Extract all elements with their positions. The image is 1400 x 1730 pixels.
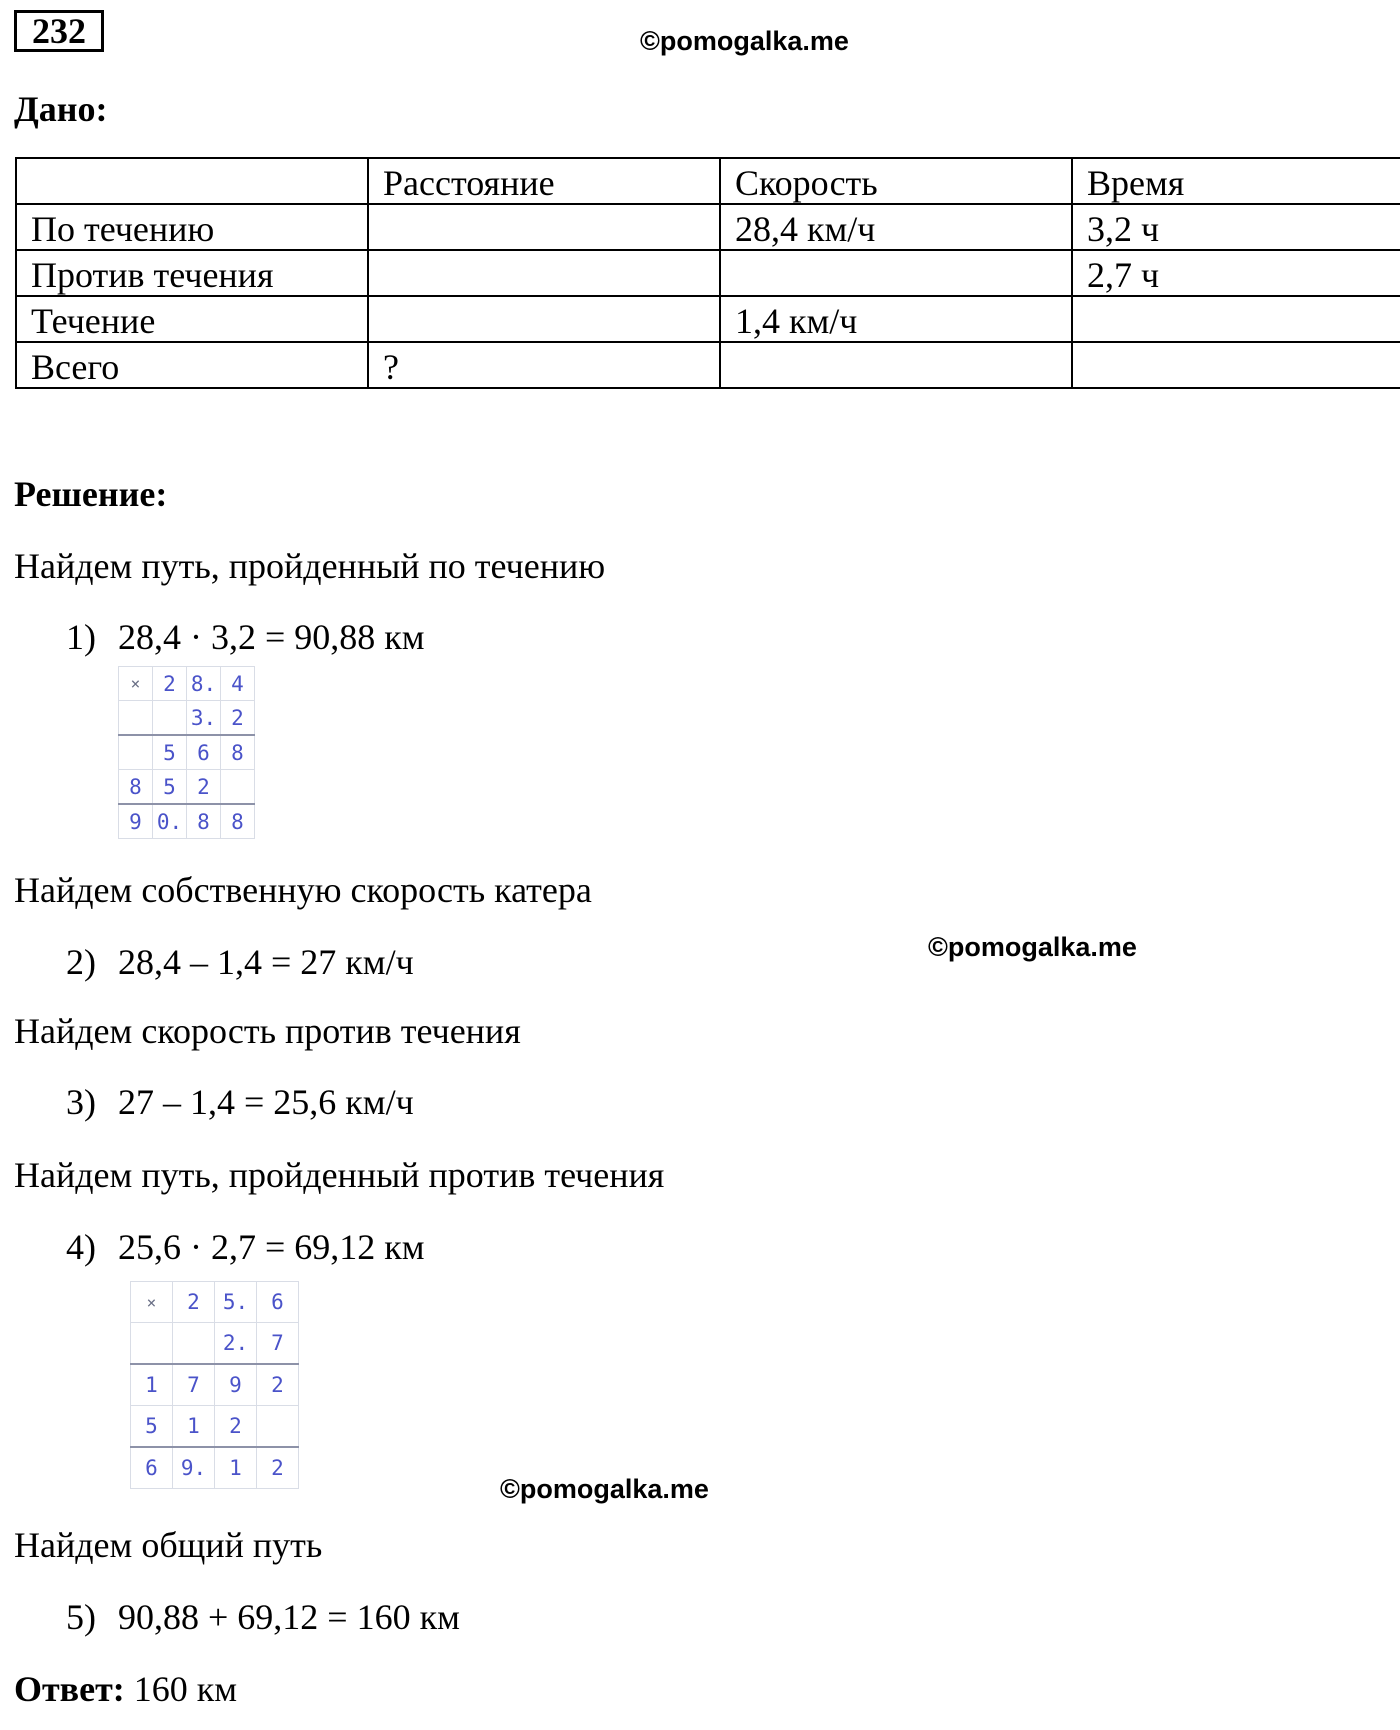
mult-row — [131, 1282, 299, 1323]
table-cell: ? — [368, 342, 720, 388]
step-number: 4) — [66, 1227, 96, 1267]
watermark: ©pomogalka.me — [500, 1474, 709, 1504]
table-cell — [720, 342, 1072, 388]
mult-cell: 0. — [153, 804, 187, 839]
table-header-row — [16, 158, 1400, 204]
mult-cell: 6 — [131, 1447, 173, 1489]
answer-value: 160 км — [133, 1669, 238, 1709]
table-cell — [368, 296, 720, 342]
mult-cell — [119, 735, 153, 770]
multiply-sign: × — [119, 667, 153, 701]
table-cell — [1072, 296, 1400, 342]
mult-cell: 2 — [153, 667, 187, 701]
mult-cell: 8 — [119, 770, 153, 805]
mult-cell: 2 — [187, 770, 221, 805]
answer-label: Ответ: — [14, 1669, 125, 1709]
answer — [14, 1668, 237, 1710]
mult-cell — [153, 701, 187, 736]
multiply-sign: × — [131, 1282, 173, 1323]
given-table — [15, 157, 1400, 389]
step-expression: 28,4 – 1,4 = 27 км/ч — [118, 942, 414, 982]
table-cell — [368, 204, 720, 250]
table-row — [16, 342, 1400, 388]
table-cell — [16, 158, 368, 204]
mult-row — [131, 1323, 299, 1365]
mult-cell — [119, 701, 153, 736]
mult-row — [119, 667, 255, 701]
given-heading: Дано: — [14, 89, 108, 129]
mult-cell: 6 — [187, 735, 221, 770]
table-cell: 2,7 ч — [1072, 250, 1400, 296]
solution-heading: Решение: — [14, 474, 168, 514]
step-intro: Найдем путь, пройденный против течения — [14, 1155, 665, 1195]
mult-cell: 2 — [221, 701, 255, 736]
table-cell: Всего — [16, 342, 368, 388]
mult-cell: 5 — [153, 735, 187, 770]
table-row — [16, 296, 1400, 342]
table-cell: 28,4 км/ч — [720, 204, 1072, 250]
mult-cell: 7 — [173, 1364, 215, 1406]
mult-row — [119, 770, 255, 805]
table-row — [16, 204, 1400, 250]
multiplication-column-2 — [130, 1281, 299, 1489]
mult-cell: 2 — [257, 1447, 299, 1489]
step-number: 1) — [66, 617, 96, 657]
mult-cell: 9 — [119, 804, 153, 839]
mult-cell — [257, 1406, 299, 1448]
step-expression: 27 – 1,4 = 25,6 км/ч — [118, 1082, 414, 1122]
table-header-speed: Скорость — [720, 158, 1072, 204]
step-expression: 90,88 + 69,12 = 160 км — [118, 1597, 460, 1637]
step-intro: Найдем путь, пройденный по течению — [14, 546, 606, 586]
mult-cell: 8 — [187, 804, 221, 839]
mult-cell: 7 — [257, 1323, 299, 1365]
mult-cell: 2 — [173, 1282, 215, 1323]
mult-cell: 9 — [215, 1364, 257, 1406]
table-cell: По течению — [16, 204, 368, 250]
table-cell — [720, 250, 1072, 296]
mult-cell: 1 — [173, 1406, 215, 1448]
table-row — [16, 250, 1400, 296]
watermark: ©pomogalka.me — [640, 26, 849, 56]
mult-row — [119, 735, 255, 770]
step-number: 5) — [66, 1597, 96, 1637]
mult-cell: 1 — [131, 1364, 173, 1406]
mult-cell: 5 — [131, 1406, 173, 1448]
table-cell: 1,4 км/ч — [720, 296, 1072, 342]
watermark: ©pomogalka.me — [928, 932, 1137, 962]
step-expression: 25,6 · 2,7 = 69,12 км — [118, 1227, 425, 1267]
mult-cell: 5. — [215, 1282, 257, 1323]
problem-number: 232 — [14, 10, 104, 52]
table-header-distance: Расстояние — [368, 158, 720, 204]
step-intro: Найдем общий путь — [14, 1525, 323, 1565]
step-expression: 28,4 · 3,2 = 90,88 км — [118, 617, 425, 657]
mult-cell: 9. — [173, 1447, 215, 1489]
table-header-time: Время — [1072, 158, 1400, 204]
mult-row — [131, 1364, 299, 1406]
mult-cell: 6 — [257, 1282, 299, 1323]
step-number: 2) — [66, 942, 96, 982]
mult-cell: 2 — [257, 1364, 299, 1406]
mult-cell: 8. — [187, 667, 221, 701]
mult-row — [119, 701, 255, 736]
mult-cell: 8 — [221, 804, 255, 839]
mult-cell — [221, 770, 255, 805]
step-number: 3) — [66, 1082, 96, 1122]
mult-cell — [131, 1323, 173, 1365]
table-cell — [1072, 342, 1400, 388]
mult-cell: 4 — [221, 667, 255, 701]
table-cell — [368, 250, 720, 296]
mult-cell: 3. — [187, 701, 221, 736]
table-cell: Течение — [16, 296, 368, 342]
step-intro: Найдем собственную скорость катера — [14, 870, 592, 910]
mult-result-row — [131, 1447, 299, 1489]
mult-result-row — [119, 804, 255, 839]
mult-cell: 8 — [221, 735, 255, 770]
mult-row — [131, 1406, 299, 1448]
multiplication-column-1 — [118, 666, 255, 839]
table-cell: Против течения — [16, 250, 368, 296]
mult-cell: 5 — [153, 770, 187, 805]
mult-cell: 2. — [215, 1323, 257, 1365]
mult-cell — [173, 1323, 215, 1365]
mult-cell: 2 — [215, 1406, 257, 1448]
table-cell: 3,2 ч — [1072, 204, 1400, 250]
mult-cell: 1 — [215, 1447, 257, 1489]
step-intro: Найдем скорость против течения — [14, 1011, 521, 1051]
